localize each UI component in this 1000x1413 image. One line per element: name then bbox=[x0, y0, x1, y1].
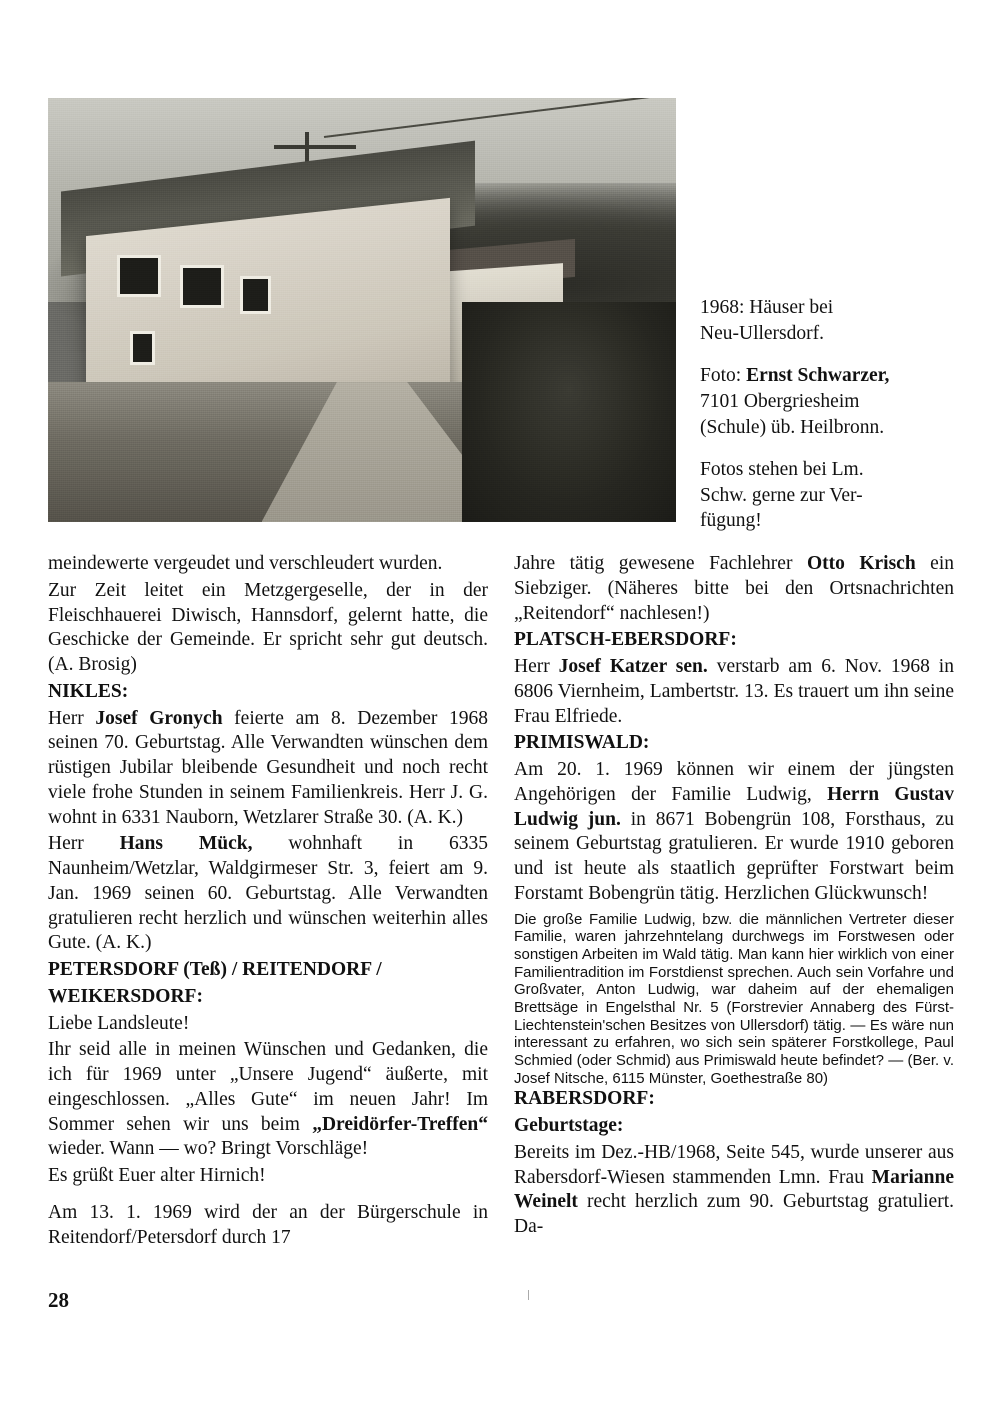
paragraph: meindewerte vergeudet und verschleudert wurden. bbox=[48, 553, 443, 574]
caption-foto-label: Foto: bbox=[700, 364, 747, 386]
paragraph: Es grüßt Euer alter Hirnich! bbox=[48, 1165, 266, 1186]
paragraph bbox=[514, 655, 954, 729]
person-name: Herrn Gustav Ludwig jun. bbox=[514, 783, 954, 830]
text-run: recht herzlich zum 90. Geburtstag gratuliert. Da- bbox=[514, 1191, 954, 1238]
text-run: wieder. Wann — wo? Bringt Vorschläge! bbox=[48, 1138, 369, 1160]
text-run: Ihr seid alle in meinen Wünschen und Gedanken, die ich für 1969 unter „Unsere Jugend“ äußerte, mit eingeschlossen. „Alles Gute“ im neuen Jahr! Im Sommer sehen wir uns beim bbox=[48, 1039, 488, 1135]
text-run: Am 20. 1. 1969 können wir einem der jüngsten Angehörigen der Familie Ludwig, bbox=[514, 759, 954, 805]
right-text-column bbox=[514, 552, 954, 1242]
text-run: Herr bbox=[514, 656, 559, 677]
text-run: feierte am 8. Dezember 1968 seinen 70. Geburtstag. Alle Verwandten wünschen dem rüstigen Jubilar bleibende Gesundheit und noch recht viele frohe Stunden in seinem Familienkreis. Herr J. G. wohnt in 6331 Nauborn, Wetzlarer Straße 30. (A. K.) bbox=[48, 707, 488, 828]
caption-photographer-address-1: 7101 Obergriesheim bbox=[700, 390, 860, 412]
paragraph: Zur Zeit leitet ein Metzgergeselle, der in der Fleischhauerei Diwisch, Hannsdorf, gelernt hatte, die Geschicke der Gemeinde. Er spricht sehr gut deutsch. (A. Brosig) bbox=[48, 579, 488, 675]
paragraph bbox=[48, 832, 488, 956]
paragraph: Am 13. 1. 1969 wird der an der Bürgerschule in Reitendorf/Petersdorf durch 17 bbox=[48, 1201, 488, 1248]
person-name: Josef Katzer sen. bbox=[558, 656, 708, 677]
caption-note bbox=[700, 457, 965, 535]
photo-houses-neu-ullersdorf bbox=[48, 98, 676, 522]
caption-title-line1: 1968: Häuser bei bbox=[700, 297, 834, 318]
photo-film-grain bbox=[48, 98, 676, 522]
paragraph bbox=[514, 758, 954, 907]
person-name: Josef Gronych bbox=[95, 707, 223, 729]
text-run: ein Siebziger. (Näheres bitte bei den Ortsnachrichten „Reitendorf“ nachlesen!) bbox=[514, 553, 955, 624]
caption-photographer-name: Ernst Schwarzer, bbox=[746, 364, 890, 386]
paragraph bbox=[514, 1141, 954, 1240]
small-print-note bbox=[514, 911, 954, 1088]
section-heading-platsch-ebersdorf: PLATSCH-EBERSDORF: bbox=[514, 629, 737, 651]
caption-photographer-address-2: (Schule) üb. Heilbronn. bbox=[700, 416, 885, 438]
text-run: Bereits im Dez.-HB/1968, Seite 545, wurde unserer aus Rabersdorf-Wiesen stammenden Lmn. Frau bbox=[514, 1141, 954, 1188]
section-heading-rabersdorf: RABERSDORF: bbox=[514, 1088, 655, 1110]
caption-note-line3: fügung! bbox=[700, 510, 762, 532]
text-run: Herr bbox=[48, 833, 120, 855]
text-run: in 8671 Bobengrün 108, Forsthaus, zu seinem Geburtstag gratulieren. Er wurde 1910 geboren und ist heute als staatlich geprüfter Forstwart beim Forstamt Bobengrün tätig. Herzlichen Glückwunsch! bbox=[514, 808, 954, 904]
print-tick-mark bbox=[528, 1290, 529, 1300]
person-name: Otto Krisch bbox=[806, 553, 916, 574]
left-text-column bbox=[48, 552, 488, 1252]
caption-photographer bbox=[700, 363, 965, 441]
section-heading-weikersdorf: WEIKERSDORF: bbox=[48, 985, 203, 1007]
page-number: 28 bbox=[48, 1288, 69, 1312]
section-heading-primiswald: PRIMISWALD: bbox=[514, 732, 650, 754]
caption-title-line2: Neu-Ullersdorf. bbox=[700, 322, 824, 344]
text-run: Herr bbox=[48, 707, 96, 729]
text-run: Jahre tätig gewesene Fachlehrer bbox=[514, 553, 807, 574]
greeting-line: Liebe Landsleute! bbox=[48, 1012, 190, 1034]
person-name: Marianne Weinelt bbox=[514, 1166, 954, 1213]
section-heading-petersdorf: PETERSDORF (Teß) / REITENDORF / bbox=[48, 959, 382, 980]
event-name: „Dreidörfer-Treffen“ bbox=[312, 1113, 488, 1135]
person-name: Hans Mück, bbox=[119, 833, 253, 855]
caption-note-line2: Schw. gerne zur Ver- bbox=[700, 484, 863, 506]
paragraph bbox=[48, 1038, 488, 1162]
paragraph: Die große Familie Ludwig, bzw. die männlichen Vertreter dieser Familie, waren jahrzehntelang durchwegs im Forstwesen oder sonstigen Arbeiten im Wald tätig. Man kann hier wirklich von einer Familientradition im Forstdienst sprechen. Auch sein Vorfahre und Großvater, Anton Ludwig, war daheim auf der ehemaligen Brettsäge in Engelsthal Nr. 5 (Forstrevier Annaberg des Fürst-Liechtenstein'schen Besitzes von Ullersdorf) tätig. — Es wäre nun interessant zu erfahren, wo sich sein späterer Forstkollege, Paul Schmied (oder Schmid) aus Primiswald heute befindet? — (Ber. v. Josef Nitsche, 6115 Münster, Goethestraße 80) bbox=[514, 910, 954, 1087]
photo-caption bbox=[700, 295, 965, 550]
paragraph bbox=[514, 552, 954, 626]
section-heading-nikles: NIKLES: bbox=[48, 680, 129, 702]
subheading-geburtstage: Geburtstage: bbox=[514, 1115, 624, 1137]
caption-title bbox=[700, 295, 965, 347]
caption-note-line1: Fotos stehen bei Lm. bbox=[700, 458, 864, 480]
paragraph bbox=[48, 707, 488, 831]
text-run: verstarb am 6. Nov. 1968 in 6806 Viernheim, Lambertstr. 13. Es trauert um ihn seine Frau Elfriede. bbox=[514, 656, 954, 727]
text-run: wohnhaft in 6335 Naunheim/Wetzlar, Waldgirmeser Str. 3, feiert am 9. Jan. 1969 seinen 60. Geburtstag. Alle Verwandten gratulieren recht herzlich und wünschen weiterhin alles Gute. (A. K.) bbox=[48, 833, 488, 954]
